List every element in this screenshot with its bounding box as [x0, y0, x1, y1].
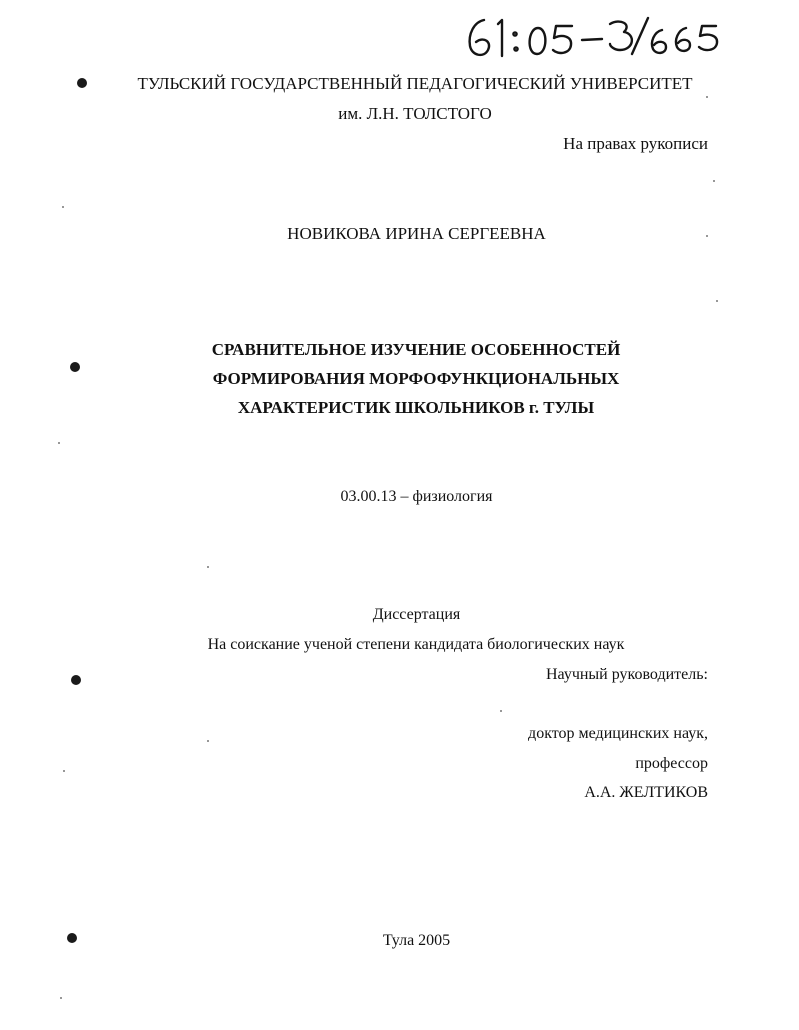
supervisor-name: А.А. ЖЕЛТИКОВ	[584, 784, 708, 801]
degree-statement: На соискание ученой степени кандидата биологических наук	[207, 636, 625, 653]
work-type: Диссертация	[372, 606, 461, 623]
thesis-title-line-3: ХАРАКТЕРИСТИК ШКОЛЬНИКОВ г. ТУЛЫ	[237, 398, 595, 417]
supervisor-degree: доктор медицинских наук,	[528, 725, 708, 742]
scan-speck	[60, 997, 62, 999]
handwritten-archive-number	[440, 4, 740, 62]
university-named-after: им. Л.Н. ТОЛСТОГО	[338, 104, 492, 123]
rights-notice: На правах рукописи	[563, 134, 708, 153]
scan-speck	[62, 206, 64, 208]
author-name: НОВИКОВА ИРИНА СЕРГЕЕВНА	[287, 224, 546, 243]
binder-hole	[70, 362, 80, 372]
scan-speck	[207, 740, 209, 742]
supervisor-rank: профессор	[635, 755, 708, 772]
thesis-title-line-2: ФОРМИРОВАНИЯ МОРФОФУНКЦИОНАЛЬНЫХ	[212, 369, 620, 388]
scan-speck	[207, 566, 209, 568]
binder-hole	[71, 675, 81, 685]
scan-speck	[63, 770, 65, 772]
city-year: Тула 2005	[382, 932, 451, 949]
scan-speck	[713, 180, 715, 182]
scan-speck	[500, 710, 502, 712]
specialty-code: 03.00.13 – физиология	[340, 488, 493, 505]
university-name: ТУЛЬСКИЙ ГОСУДАРСТВЕННЫЙ ПЕДАГОГИЧЕСКИЙ УНИВЕРСИТЕТ	[137, 74, 693, 93]
scan-speck	[58, 442, 60, 444]
supervisor-label: Научный руководитель:	[545, 666, 708, 683]
binder-hole	[67, 933, 77, 943]
scan-speck	[716, 300, 718, 302]
thesis-title-line-1: СРАВНИТЕЛЬНОЕ ИЗУЧЕНИЕ ОСОБЕННОСТЕЙ	[211, 340, 621, 359]
scan-speck	[706, 96, 708, 98]
scan-speck	[706, 235, 708, 237]
handwritten-number-drawing	[440, 4, 740, 62]
